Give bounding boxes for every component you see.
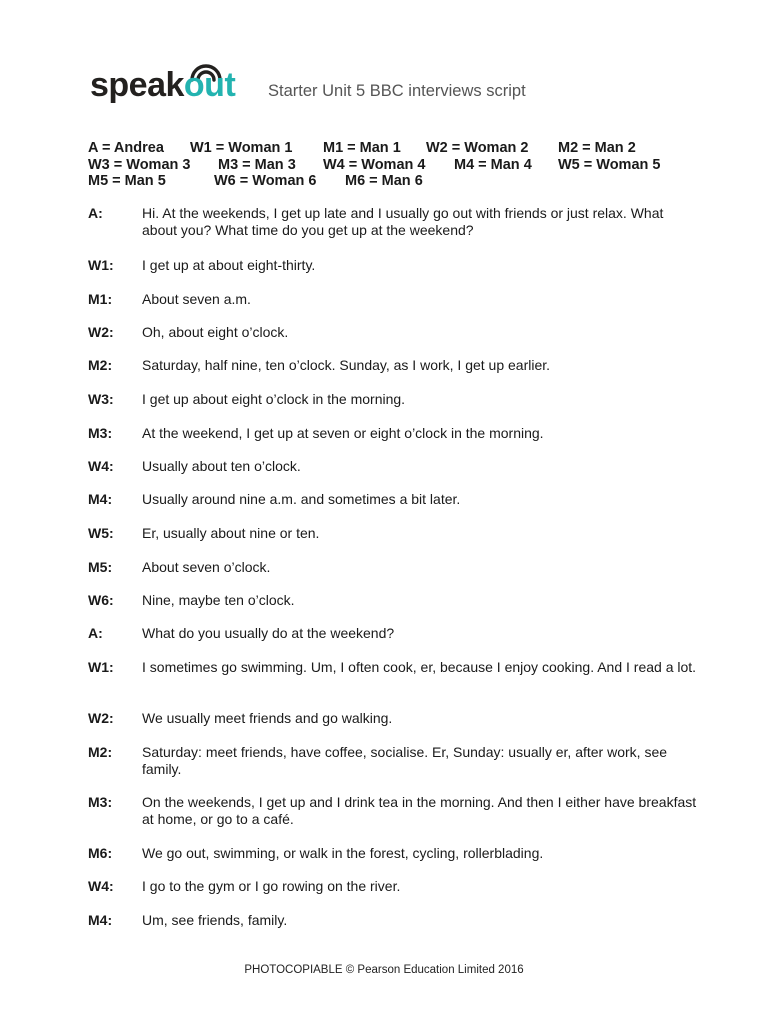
speech-text: Nine, maybe ten o’clock.: [142, 592, 295, 608]
speaker-label: W2:: [88, 324, 114, 340]
logo-wordmark: [90, 68, 235, 102]
document-title: Starter Unit 5 BBC interviews script: [268, 82, 526, 100]
speaker-label: W4:: [88, 878, 114, 894]
speaker-label: W6:: [88, 592, 114, 608]
speech-text: What do you usually do at the weekend?: [142, 625, 395, 641]
legend-item: M2 = Man 2: [558, 140, 636, 156]
legend-item: M5 = Man 5: [88, 173, 166, 189]
speech-text: I go to the gym or I go rowing on the river.: [142, 878, 401, 894]
speaker-label: W1:: [88, 659, 114, 675]
speaker-label: A:: [88, 625, 103, 641]
legend-item: W5 = Woman 5: [558, 156, 661, 173]
speaker-label: A:: [88, 205, 103, 221]
speaker-label: M3:: [88, 425, 113, 441]
speech-text: Oh, about eight o’clock.: [142, 324, 289, 340]
speech-text: At the weekend, I get up at seven or eight o’clock in the morning.: [142, 425, 544, 441]
speaker-label: M6:: [88, 845, 113, 861]
speaker-label: M4:: [88, 491, 113, 507]
speaker-label: M5:: [88, 559, 113, 575]
speech-text: Saturday, half nine, ten o’clock. Sunday, as I work, I get up earlier.: [142, 357, 551, 373]
legend-item: W2 = Woman 2: [426, 140, 529, 156]
legend-item: A = Andrea: [88, 140, 164, 156]
legend-item: M1 = Man 1: [323, 140, 401, 156]
speech-text: Usually about ten o’clock.: [142, 458, 301, 474]
speech-text: Er, usually about nine or ten.: [142, 525, 320, 541]
speaker-label: W5:: [88, 525, 114, 541]
speech-text: We go out, swimming, or walk in the forest, cycling, rollerblading.: [142, 845, 544, 861]
speech-text: On the weekends, I get up and I drink tea in the morning. And then I either have breakfast at home, or go to a café.: [142, 794, 697, 827]
speech-text: Hi. At the weekends, I get up late and I usually go out with friends or just relax. What about you? What time do you get up at the weekend?: [142, 205, 664, 238]
speech-text: We usually meet friends and go walking.: [142, 710, 393, 726]
legend-item: W3 = Woman 3: [88, 156, 191, 173]
legend-row: [88, 173, 728, 190]
speech-text: Um, see friends, family.: [142, 912, 288, 928]
speech-text: About seven o’clock.: [142, 559, 271, 575]
legend-row: [88, 140, 728, 157]
speech-text: About seven a.m.: [142, 291, 251, 307]
legend-item: M3 = Man 3: [218, 156, 296, 173]
legend-item: W1 = Woman 1: [190, 140, 293, 156]
speech-text: Saturday: meet friends, have coffee, socialise. Er, Sunday: usually er, after work, see family.: [142, 744, 668, 777]
speech-text: Usually around nine a.m. and sometimes a bit later.: [142, 491, 461, 507]
speaker-label: W3:: [88, 391, 114, 407]
legend-item: M6 = Man 6: [345, 173, 423, 189]
speakout-logo: [88, 60, 263, 108]
speaker-label: M3:: [88, 794, 113, 810]
speaker-label: M2:: [88, 357, 113, 373]
copyright-footer: PHOTOCOPIABLE © Pearson Education Limited 2016: [244, 964, 524, 976]
logo-out-text: out: [183, 66, 236, 104]
speaker-legend: [88, 140, 728, 190]
legend-row: [88, 157, 728, 174]
page-header: [88, 60, 688, 110]
speaker-label: M4:: [88, 912, 113, 928]
logo-speak-text: speak: [90, 66, 184, 104]
speech-text: I get up about eight o’clock in the morning.: [142, 391, 406, 407]
speaker-label: W1:: [88, 257, 114, 273]
speaker-label: M1:: [88, 291, 113, 307]
speaker-label: W4:: [88, 458, 114, 474]
legend-item: M4 = Man 4: [454, 156, 532, 173]
legend-item: W6 = Woman 6: [214, 173, 317, 189]
speaker-label: M2:: [88, 744, 113, 760]
speech-text: I sometimes go swimming. Um, I often cook, er, because I enjoy cooking. And I read a lot.: [142, 659, 697, 675]
speaker-label: W2:: [88, 710, 114, 726]
speech-text: I get up at about eight-thirty.: [142, 257, 316, 273]
legend-item: W4 = Woman 4: [323, 156, 426, 173]
